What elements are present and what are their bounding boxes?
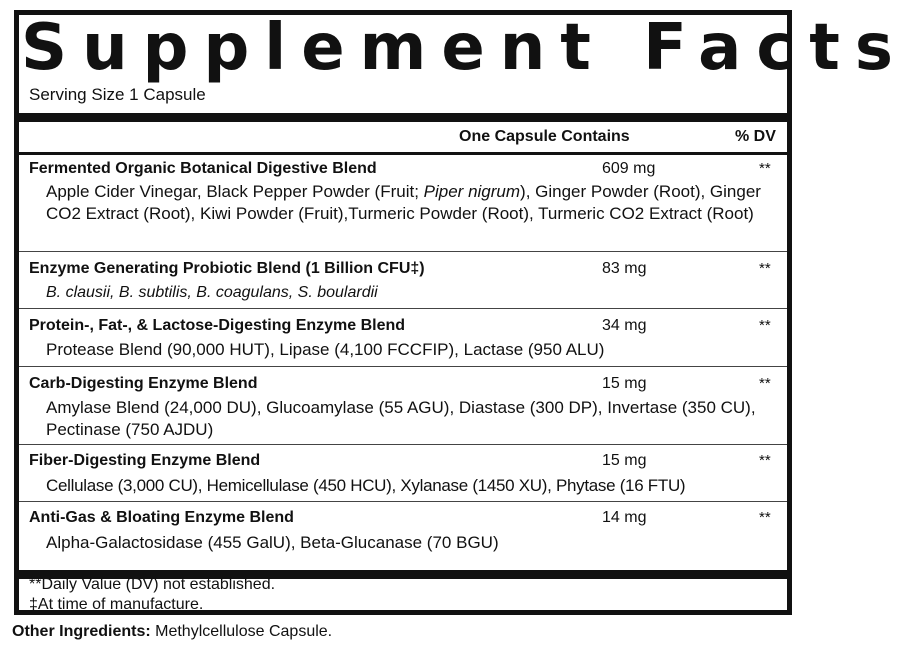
blend-name: Fermented Organic Botanical Digestive Blend (29, 160, 377, 177)
blend-dv: ** (759, 509, 771, 526)
panel-title: Supplement Facts (21, 11, 908, 85)
row-divider (19, 251, 787, 252)
ingredients-text: ), Ginger Powder (Root), Ginger CO2 Extract (Root), Kiwi Powder (Fruit),Turmeric Powder (Root), Turmeric CO2 Extract (Root) (46, 182, 761, 223)
blend-amount: 15 mg (602, 375, 647, 392)
row-divider (19, 444, 787, 445)
column-header-amount: One Capsule Contains (459, 128, 630, 145)
blend-amount: 15 mg (602, 452, 647, 469)
blend-dv: ** (759, 452, 771, 469)
row-divider (19, 308, 787, 309)
other-ingredients-value: Methylcellulose Capsule. (150, 623, 333, 640)
blend-dv: ** (759, 317, 771, 334)
blend-dv: ** (759, 260, 771, 277)
blend-amount: 609 mg (602, 160, 656, 177)
supplement-facts-panel (14, 10, 908, 615)
thick-divider-top (19, 113, 787, 122)
other-ingredients-label: Other Ingredients: (12, 623, 151, 640)
blend-dv: ** (759, 375, 771, 392)
serving-size: Serving Size 1 Capsule (29, 85, 206, 104)
blend-name: Anti-Gas & Bloating Enzyme Blend (29, 509, 294, 526)
blend-name: Fiber-Digesting Enzyme Blend (29, 452, 261, 469)
blend-name: Protein-, Fat-, & Lactose-Digesting Enzyme Blend (29, 317, 406, 334)
blend-ingredients: B. clausii, B. subtilis, B. coagulans, S. boulardii (46, 284, 378, 301)
footnote-manufacture: ‡At time of manufacture. (29, 596, 204, 613)
column-header-dv: % DV (735, 128, 776, 145)
blend-name: Carb-Digesting Enzyme Blend (29, 375, 258, 392)
blend-amount: 34 mg (602, 317, 647, 334)
blend-amount: 83 mg (602, 260, 647, 277)
ingredients-text: Apple Cider Vinegar, Black Pepper Powder (Fruit; (46, 182, 424, 201)
blend-ingredients: Amylase Blend (24,000 DU), Glucoamylase (55 AGU), Diastase (300 DP), Invertase (350 CU), Pectinase (750 AJDU) (46, 398, 756, 439)
header-divider (19, 152, 787, 155)
blend-name: Enzyme Generating Probiotic Blend (1 Billion CFU‡) (29, 260, 425, 277)
row-divider (19, 501, 787, 502)
blend-ingredients: Cellulase (3,000 CU), Hemicellulase (450 HCU), Xylanase (1450 XU), Phytase (16 FTU) (46, 476, 686, 495)
footnote-daily-value: **Daily Value (DV) not established. (29, 576, 276, 593)
blend-dv: ** (759, 160, 771, 177)
blend-ingredients: Alpha-Galactosidase (455 GalU), Beta-Glucanase (70 BGU) (46, 533, 499, 552)
blend-ingredients (46, 181, 781, 225)
other-ingredients (12, 623, 332, 641)
row-divider (19, 366, 787, 367)
ingredients-italic: Piper nigrum (423, 182, 521, 201)
blend-amount: 14 mg (602, 509, 647, 526)
blend-ingredients: Protease Blend (90,000 HUT), Lipase (4,100 FCCFIP), Lactase (950 ALU) (46, 340, 605, 359)
